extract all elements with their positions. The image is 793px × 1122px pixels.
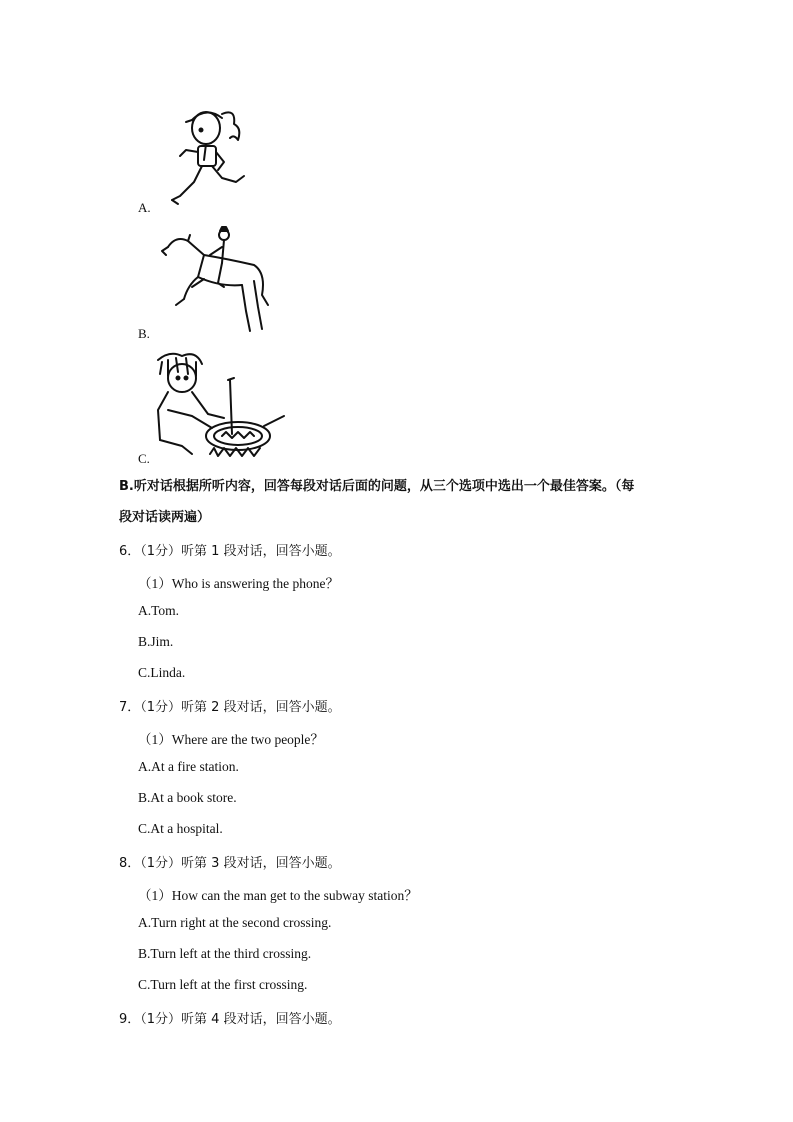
question-7-option-b: B.At a book store. [138, 790, 237, 805]
section-b-header-line2: 段对话读两遍） [119, 510, 211, 525]
question-6-option-b: B.Jim. [138, 634, 174, 649]
horse-rider-illustration [158, 225, 270, 337]
picture-b-label: B. [138, 326, 150, 341]
picture-a-label: A. [138, 200, 151, 215]
picture-option-a [138, 100, 258, 220]
question-6-stem: 6．（1分）听第 1 段对话，回答小题。 [119, 544, 341, 559]
question-6-option-a: A.Tom. [138, 603, 180, 618]
picture-option-c [138, 350, 298, 475]
section-b-header [119, 471, 694, 533]
question-8-option-a: A.Turn right at the second crossing. [138, 915, 332, 930]
question-9-stem: 9．（1分）听第 4 段对话，回答小题。 [119, 1012, 341, 1027]
question-7-option-c: C.At a hospital. [138, 821, 223, 836]
cooking-woman-illustration [152, 350, 286, 462]
section-b-header-line1: B.听对话根据所听内容，回答每段对话后面的问题，从三个选项中选出一个最佳答案。（每 [119, 479, 635, 494]
picture-c-label: C. [138, 451, 150, 466]
question-7-stem: 7．（1分）听第 2 段对话，回答小题。 [119, 700, 341, 715]
running-girl-illustration [164, 100, 264, 210]
question-8-stem: 8．（1分）听第 3 段对话，回答小题。 [119, 856, 341, 871]
question-8-option-c: C.Turn left at the first crossing. [138, 977, 308, 992]
question-6-option-c: C.Linda. [138, 665, 186, 680]
question-8-sub: （1）How can the man get to the subway station？ [138, 888, 418, 903]
question-7-sub: （1）Where are the two people？ [138, 732, 324, 747]
question-8-option-b: B.Turn left at the third crossing. [138, 946, 312, 961]
picture-option-b [138, 225, 278, 350]
question-7-option-a: A.At a fire station. [138, 759, 239, 774]
question-6-sub: （1）Who is answering the phone？ [138, 576, 339, 591]
